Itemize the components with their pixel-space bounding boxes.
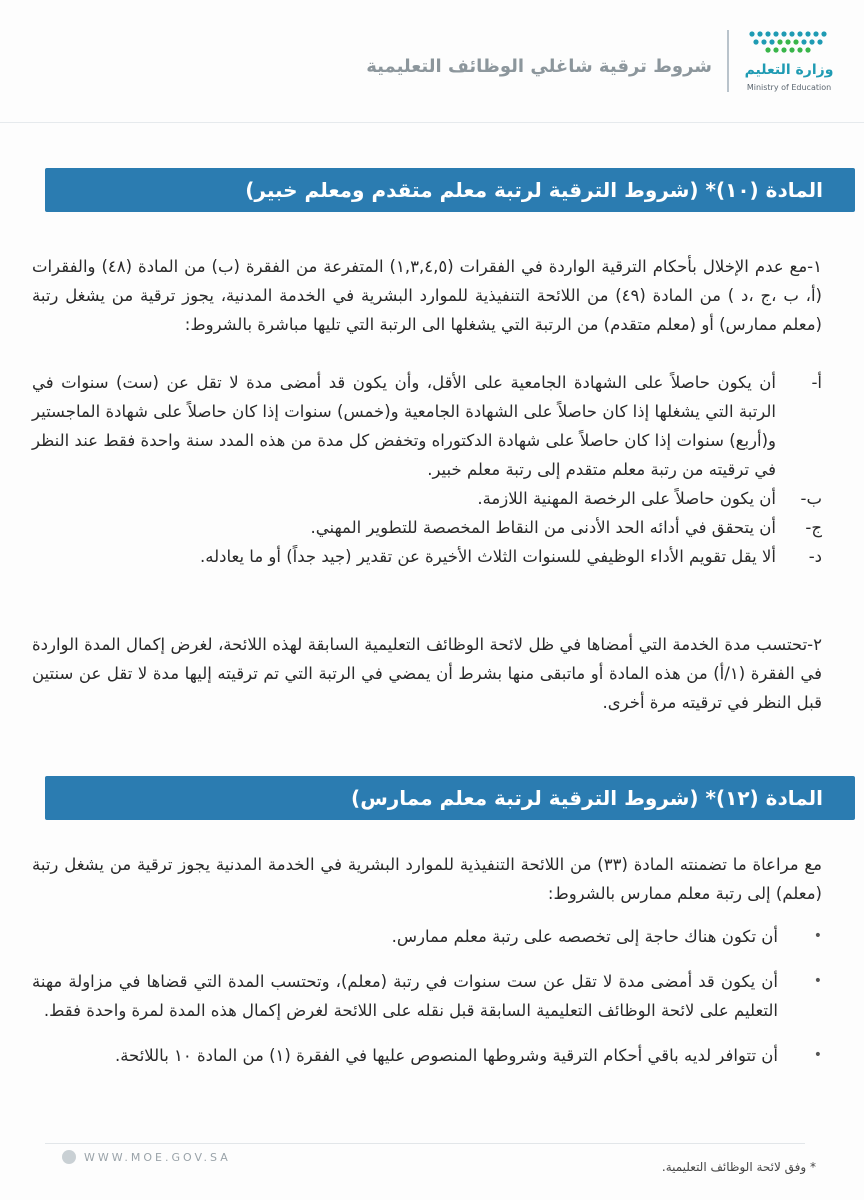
list-item <box>32 922 822 951</box>
section-title: المادة (١٢)* (شروط الترقية لرتبة معلم ممارس) <box>351 786 823 810</box>
footer-website[interactable] <box>62 1150 231 1164</box>
list-marker: ب- <box>800 489 822 508</box>
list-item <box>32 484 822 513</box>
list-item <box>32 1041 822 1070</box>
list-item <box>32 967 822 1025</box>
globe-icon <box>62 1150 76 1164</box>
header-divider <box>727 30 729 92</box>
list-item <box>32 513 822 542</box>
list-item-text: ألا يقل تقويم الأداء الوظيفي للسنوات الثلاث الأخيرة عن تقدير (جيد جداً) أو ما يعادله. <box>200 547 776 566</box>
website-url[interactable]: WWW.MOE.GOV.SA <box>84 1150 231 1164</box>
list-item-text: أن يكون قد أمضى مدة لا تقل عن ست سنوات في رتبة (معلم)، وتحتسب المدة التي قضاها في مزاولة مهنة التعليم على لائحة الوظائف التعليمية السابقة قبل نقله على اللائحة لغرض إكمال هذه المدة لمرة واحدة فقط. <box>32 972 778 1020</box>
header-separator <box>0 122 864 123</box>
section-header-article-12 <box>45 776 855 820</box>
list-item <box>32 542 822 571</box>
list-item-text: أن يكون حاصلاً على الشهادة الجامعية على الأقل، وأن يكون قد أمضى مدة لا تقل عن (ست) سنوات في الرتبة التي يشغلها إذا كان حاصلاً على الشهادة الجامعية و(خمس) سنوات إذا كان حاصلاً على شهادة الماجستير و(أربع) سنوات إذا كان حاصلاً على شهادة الدكتوراه وتخفض كل مدة من هذه المدد سنة واحدة فقط عند النظر في ترقيته من رتبة معلم متقدم إلى رتبة معلم خبير. <box>32 373 776 479</box>
section-header-article-10 <box>45 168 855 212</box>
list-item <box>32 368 822 484</box>
footer-separator <box>45 1143 805 1144</box>
list-item-text: أن يكون حاصلاً على الرخصة المهنية اللازمة. <box>477 489 776 508</box>
section-title: المادة (١٠)* (شروط الترقية لرتبة معلم متقدم ومعلم خبير) <box>245 178 823 202</box>
list-item-text: أن يتحقق في أدائه الحد الأدنى من النقاط المخصصة للتطوير المهني. <box>310 518 776 537</box>
logo-english-text: Ministry of Education <box>746 83 832 92</box>
list-item-text: أن تتوافر لديه باقي أحكام الترقية وشروطها المنصوص عليها في الفقرة (١) من المادة ١٠ باللائحة. <box>114 1046 778 1065</box>
bullet-icon: • <box>813 973 822 989</box>
footnote: * وفق لائحة الوظائف التعليمية. <box>661 1160 816 1174</box>
article-12-intro: مع مراعاة ما تضمنته المادة (٣٣) من اللائحة التنفيذية للموارد البشرية في الخدمة المدنية يجوز ترقية من يشغل رتبة (معلم) إلى رتبة معلم ممارس بالشروط: <box>32 855 822 903</box>
list-marker: أ- <box>811 373 822 392</box>
bullet-icon: • <box>813 1047 822 1063</box>
article-10-conditions <box>32 368 822 571</box>
article-12-conditions <box>32 922 822 1086</box>
article-10-clause-2: ٢-تحتسب مدة الخدمة التي أمضاها في ظل لائحة الوظائف التعليمية السابقة لهذه اللائحة، لغرض إكمال المدة الواردة في الفقرة (١/أ) من هذه المادة أو ماتبقى منها بشرط أن يمضي في الرتبة التي تم ترقيته إليها مدة لا تقل عن سنتين قبل النظر في ترقيته مرة أخرى. <box>32 635 822 712</box>
logo-arabic-text: وزارة التعليم <box>744 62 834 78</box>
page-title: شروط ترقية شاغلي الوظائف التعليمية <box>366 56 712 77</box>
article-10-intro: ١-مع عدم الإخلال بأحكام الترقية الواردة في الفقرات (١,٣,٤,٥) المتفرعة من الفقرة (ب) من المادة (٤٨) والفقرات (أ، ب ،ج ،د ) من المادة (٤٩) من اللائحة التنفيذية للموارد البشرية في الخدمة المدنية، يجوز ترقية من يشغل رتبة (معلم ممارس) أو (معلم متقدم) من الرتبة التي يشغلها الى الرتبة التي تليها مباشرة بالشروط: <box>32 257 822 334</box>
bullet-icon: • <box>813 928 822 944</box>
list-item-text: أن تكون هناك حاجة إلى تخصصه على رتبة معلم ممارس. <box>391 927 778 946</box>
list-marker: د- <box>808 547 822 566</box>
ministry-logo <box>742 28 842 98</box>
logo-dots-icon <box>746 28 834 54</box>
list-marker: ج- <box>805 518 822 537</box>
